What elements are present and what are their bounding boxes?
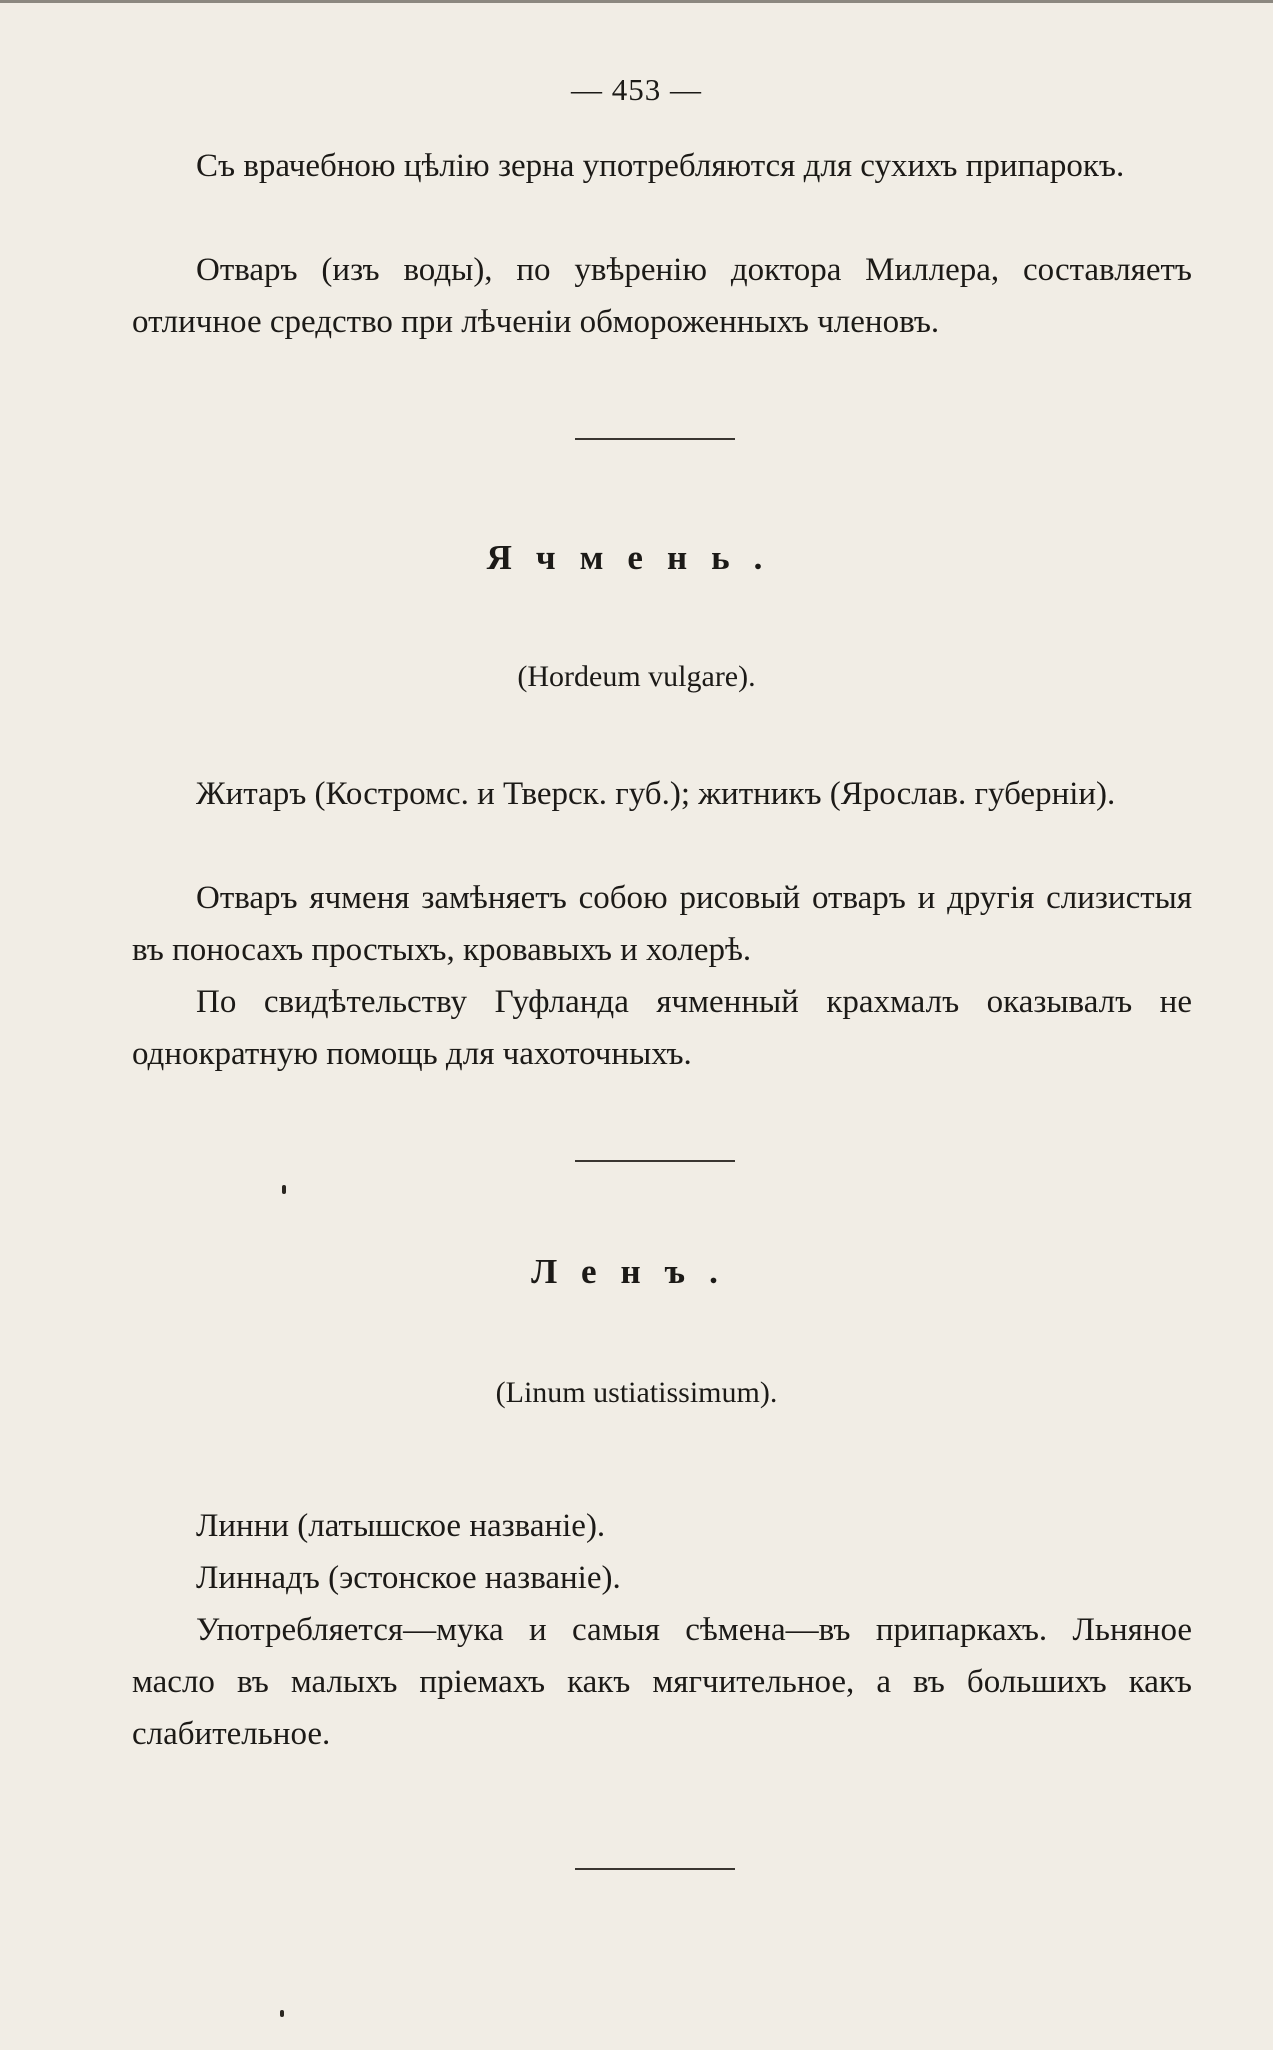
barley-paragraph-1-text: Житаръ (Костромс. и Тверск. губ.); житникъ (Ярослав. губерніи).	[196, 776, 1116, 812]
print-speck	[280, 2010, 284, 2017]
section-title-barley: Ячмень.	[486, 538, 787, 577]
flax-paragraph-3	[132, 1604, 1192, 1760]
section-divider	[575, 1160, 735, 1162]
print-speck	[282, 1185, 286, 1194]
continuation-paragraph-1	[132, 140, 1192, 192]
section-title-flax: Ленъ.	[531, 1252, 742, 1291]
flax-paragraph-3-text: Употребляется—мука и самыя сѣмена—въ припаркахъ. Льняное масло въ малыхъ пріемахъ какъ мягчительное, а въ большихъ какъ слабительное.	[132, 1612, 1192, 1752]
barley-paragraph-2	[132, 872, 1192, 976]
latin-name-barley: (Hordeum vulgare).	[517, 660, 756, 693]
flax-paragraph-2-text: Линнадъ (эстонское названіе).	[196, 1560, 621, 1596]
latin-name-flax: (Linum ustiatissimum).	[495, 1376, 778, 1409]
barley-paragraph-2-text: Отваръ ячменя замѣняетъ собою рисовый отваръ и другія слизистыя въ поносахъ простыхъ, кровавыхъ и холерѣ.	[132, 880, 1192, 968]
flax-paragraph-2	[132, 1552, 1192, 1604]
continuation-paragraph-2-text: Отваръ (изъ воды), по увѣренію доктора Миллера, составляетъ отличное средство при лѣченіи обмороженныхъ членовъ.	[132, 252, 1192, 340]
section-divider	[575, 1868, 735, 1870]
flax-paragraph-1-text: Линни (латышское названіе).	[196, 1508, 606, 1544]
page-top-edge	[0, 0, 1273, 3]
page-number: — 453 —	[571, 72, 702, 107]
barley-paragraph-3	[132, 976, 1192, 1080]
barley-paragraph-1	[132, 768, 1192, 820]
continuation-paragraph-2	[132, 244, 1192, 348]
section-divider	[575, 438, 735, 440]
barley-paragraph-3-text: По свидѣтельству Гуфланда ячменный крахмалъ оказывалъ не однократную помощь для чахоточныхъ.	[132, 984, 1192, 1072]
continuation-paragraph-1-text: Съ врачебною цѣлію зерна употребляются для сухихъ припарокъ.	[196, 148, 1125, 184]
flax-paragraph-1	[132, 1500, 1192, 1552]
